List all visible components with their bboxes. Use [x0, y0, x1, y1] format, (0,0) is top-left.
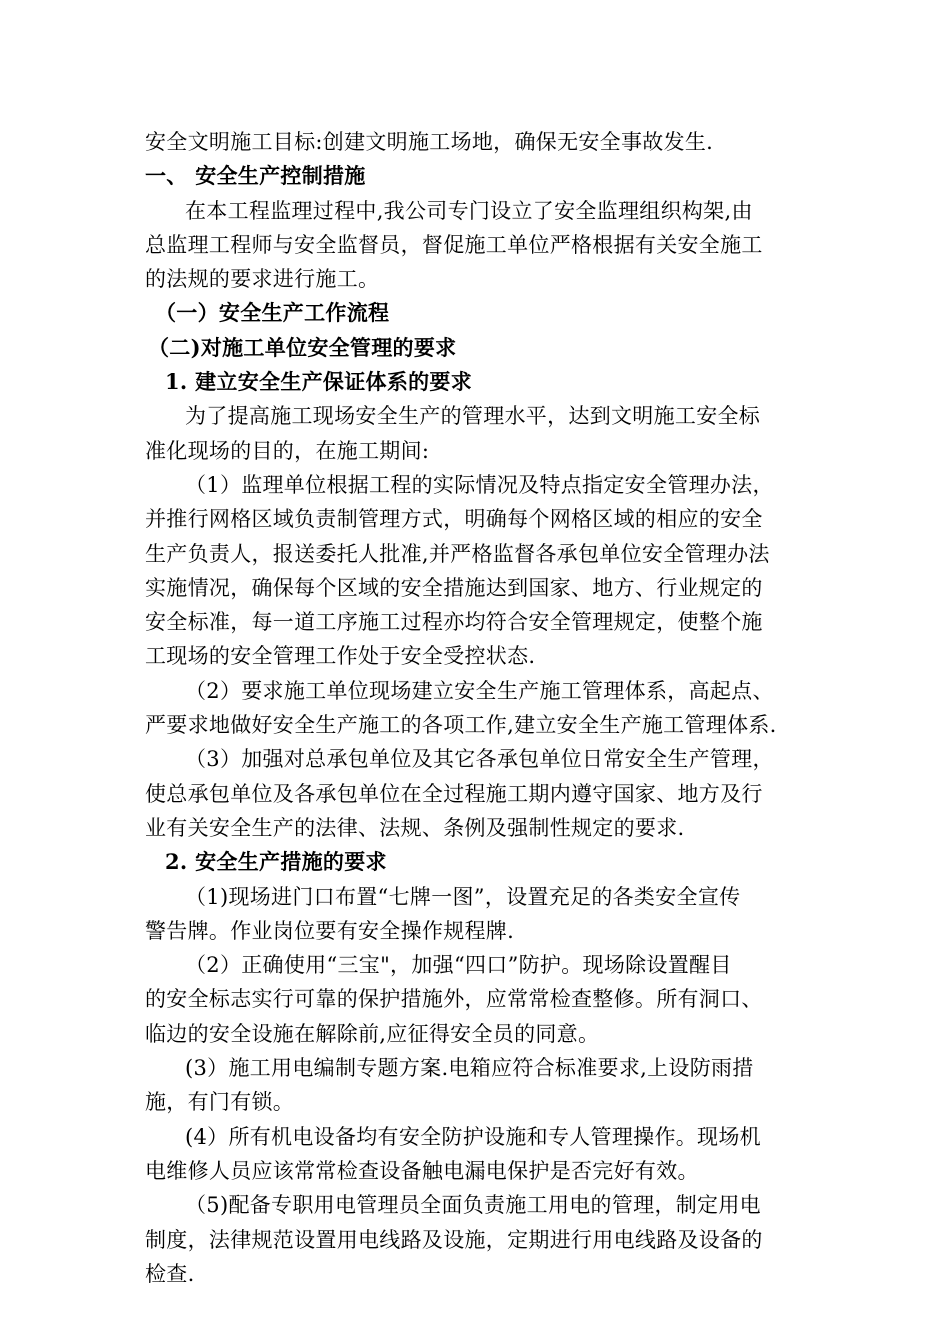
text-line: 严要求地做好安全生产施工的各项工作,建立安全生产施工管理体系.	[145, 713, 777, 738]
text-line: 生产负责人，报送委托人批准,并严格监督各承包单位安全管理办法	[145, 541, 770, 566]
text-line: （5)配备专职用电管理员全面负责施工用电的管理，制定用电	[185, 1193, 761, 1218]
text-line: （2）正确使用“三宝"，加强“四口”防护。现场除设置醒目	[185, 953, 732, 978]
text-line: 并推行网格区域负责制管理方式，明确每个网格区域的相应的安全	[145, 507, 763, 532]
subsection-heading: （二)对施工单位安全管理的要求	[148, 334, 457, 360]
document-page	[145, 125, 810, 1291]
text-line: 临边的安全设施在解除前,应征得安全员的同意。	[145, 1021, 600, 1046]
text-line: 总监理工程师与安全监督员，督促施工单位严格根据有关安全施工	[145, 232, 763, 257]
text-line: （1）监理单位根据工程的实际情况及特点指定安全管理办法，	[185, 472, 774, 497]
text-line: 在本工程监理过程中,我公司专门设立了安全监理组织构架,由	[185, 198, 753, 223]
text-line: 警告牌。作业岗位要有安全操作规程牌.	[145, 918, 515, 943]
item-heading: 1. 建立安全生产保证体系的要求	[165, 369, 473, 395]
text-line: 工现场的安全管理工作处于安全受控状态.	[145, 644, 536, 669]
item-heading: 2. 安全生产措施的要求	[165, 849, 387, 875]
text-line: (3）施工用电编制专题方案.电箱应符合标准要求,上设防雨措	[185, 1056, 754, 1081]
text-line: （3）加强对总承包单位及其它各承包单位日常安全生产管理，	[185, 747, 774, 772]
section-heading: 一、 安全生产控制措施	[145, 163, 366, 189]
text-line: 检查.	[145, 1261, 195, 1286]
text-line: （1)现场进门口布置“七牌一图”，设置充足的各类安全宣传	[185, 884, 741, 909]
text-line: 实施情况，确保每个区域的安全措施达到国家、地方、行业规定的	[145, 575, 763, 600]
text-line: 使总承包单位及各承包单位在全过程施工期内遵守国家、地方及行	[145, 781, 763, 806]
text-line: 施，有门有锁。	[145, 1090, 295, 1115]
text-line: 制度，法律规范设置用电线路及设施，定期进行用电线路及设备的	[145, 1227, 763, 1252]
subsection-heading: （一）安全生产工作流程	[155, 300, 390, 326]
text-line: (4）所有机电设备均有安全防护设施和专人管理操作。现场机	[185, 1124, 761, 1149]
text-line: 准化现场的目的，在施工期间:	[145, 438, 430, 463]
text-line: 电维修人员应该常常检查设备触电漏电保护是否完好有效。	[145, 1158, 699, 1183]
text-line: 安全标准，每一道工序施工过程亦均符合安全管理规定，使整个施	[145, 610, 763, 635]
text-line: 的法规的要求进行施工。	[145, 267, 380, 292]
text-line: 业有关安全生产的法律、法规、条例及强制性规定的要求.	[145, 815, 685, 840]
text-line: 为了提高施工现场安全生产的管理水平，达到文明施工安全标	[185, 404, 761, 429]
text-line: 的安全标志实行可靠的保护措施外，应常常检查整修。所有洞口、	[145, 987, 763, 1012]
text-line: 安全文明施工目标:创建文明施工场地，确保无安全事故发生.	[145, 130, 714, 154]
text-line: （2）要求施工单位现场建立安全生产施工管理体系，高起点、	[185, 678, 774, 703]
